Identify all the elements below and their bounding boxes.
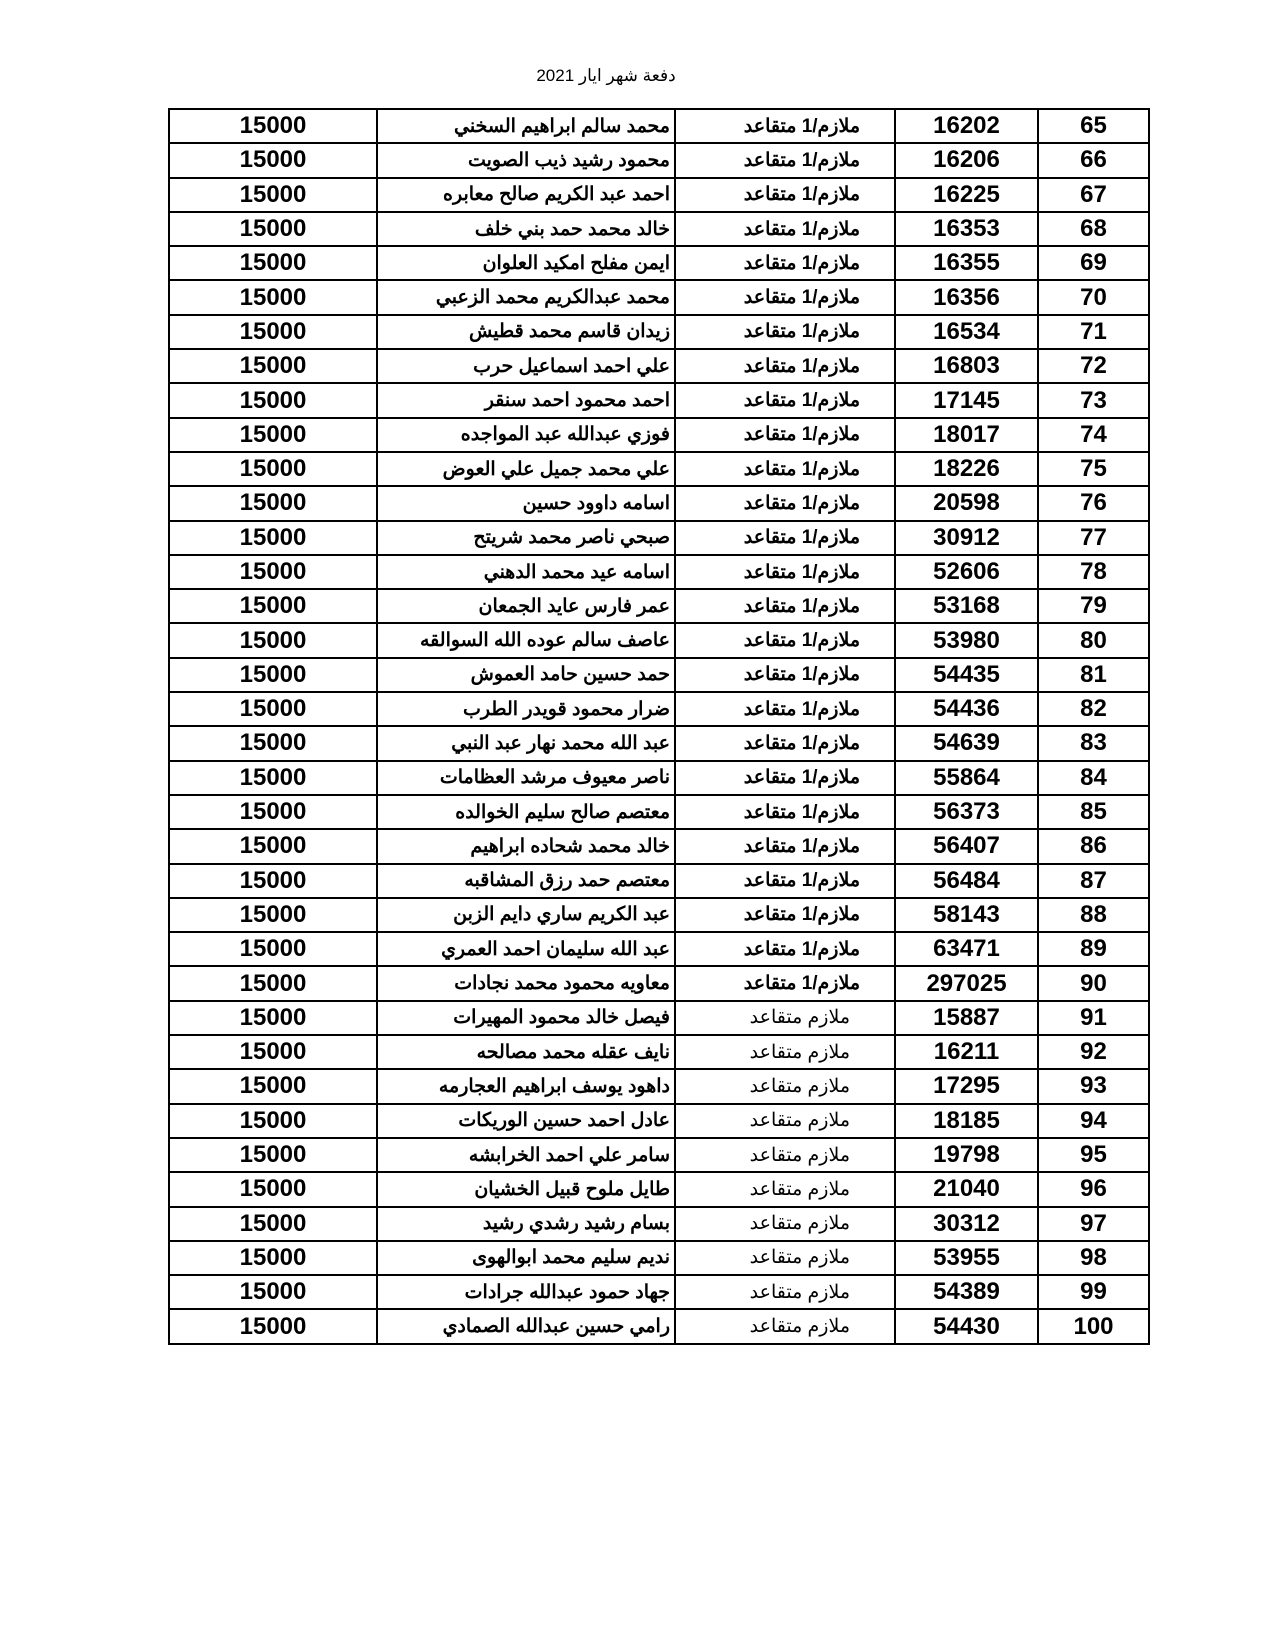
number-cell: 54436: [895, 692, 1038, 726]
rank-cell: ملازم/1 متقاعد: [675, 726, 895, 760]
index-cell: 95: [1038, 1138, 1149, 1172]
table-row: [169, 178, 1149, 212]
name-cell: عادل احمد حسين الوريكات: [377, 1104, 675, 1138]
amount-cell: 15000: [169, 1069, 377, 1103]
amount-cell: 15000: [169, 1104, 377, 1138]
amount-cell: 15000: [169, 521, 377, 555]
table-row: [169, 109, 1149, 143]
name-cell: عبد الكريم ساري دايم الزبن: [377, 898, 675, 932]
amount-cell: 15000: [169, 1207, 377, 1241]
page-title: دفعة شهر ايار 2021: [536, 66, 676, 85]
rank-cell: ملازم/1 متقاعد: [675, 898, 895, 932]
name-cell: عبد الله محمد نهار عبد النبي: [377, 726, 675, 760]
index-cell: 90: [1038, 966, 1149, 1000]
number-cell: 20598: [895, 486, 1038, 520]
table-row: [169, 246, 1149, 280]
number-cell: 16211: [895, 1035, 1038, 1069]
table-row: [169, 486, 1149, 520]
name-cell: فيصل خالد محمود المهيرات: [377, 1001, 675, 1035]
rank-cell: ملازم/1 متقاعد: [675, 795, 895, 829]
rank-cell: ملازم/1 متقاعد: [675, 829, 895, 863]
index-cell: 75: [1038, 452, 1149, 486]
number-cell: 18017: [895, 418, 1038, 452]
rank-cell: ملازم/1 متقاعد: [675, 966, 895, 1000]
index-cell: 96: [1038, 1172, 1149, 1206]
amount-cell: 15000: [169, 1138, 377, 1172]
number-cell: 56373: [895, 795, 1038, 829]
name-cell: خالد محمد شحاده ابراهيم: [377, 829, 675, 863]
name-cell: نديم سليم محمد ابوالهوى: [377, 1241, 675, 1275]
amount-cell: 15000: [169, 829, 377, 863]
index-cell: 92: [1038, 1035, 1149, 1069]
number-cell: 18185: [895, 1104, 1038, 1138]
name-cell: علي محمد جميل علي العوض: [377, 452, 675, 486]
amount-cell: 15000: [169, 692, 377, 726]
table-row: [169, 418, 1149, 452]
index-cell: 97: [1038, 1207, 1149, 1241]
number-cell: 19798: [895, 1138, 1038, 1172]
rank-cell: ملازم متقاعد: [675, 1241, 895, 1275]
index-cell: 99: [1038, 1275, 1149, 1309]
index-cell: 79: [1038, 589, 1149, 623]
amount-cell: 15000: [169, 932, 377, 966]
amount-cell: 15000: [169, 966, 377, 1000]
index-cell: 76: [1038, 486, 1149, 520]
index-cell: 100: [1038, 1309, 1149, 1343]
name-cell: محمود رشيد ذيب الصويت: [377, 143, 675, 177]
number-cell: 54389: [895, 1275, 1038, 1309]
index-cell: 71: [1038, 315, 1149, 349]
number-cell: 16356: [895, 280, 1038, 314]
name-cell: محمد عبدالكريم محمد الزعبي: [377, 280, 675, 314]
amount-cell: 15000: [169, 795, 377, 829]
number-cell: 18226: [895, 452, 1038, 486]
name-cell: رامي حسين عبدالله الصمادي: [377, 1309, 675, 1343]
name-cell: اسامه عيد محمد الدهني: [377, 555, 675, 589]
rank-cell: ملازم/1 متقاعد: [675, 315, 895, 349]
number-cell: 16353: [895, 212, 1038, 246]
index-cell: 70: [1038, 280, 1149, 314]
amount-cell: 15000: [169, 418, 377, 452]
rank-cell: ملازم/1 متقاعد: [675, 383, 895, 417]
index-cell: 67: [1038, 178, 1149, 212]
number-cell: 17295: [895, 1069, 1038, 1103]
index-cell: 98: [1038, 1241, 1149, 1275]
table-row: [169, 864, 1149, 898]
table-row: [169, 315, 1149, 349]
number-cell: 54639: [895, 726, 1038, 760]
index-cell: 88: [1038, 898, 1149, 932]
table-row: [169, 1207, 1149, 1241]
name-cell: معاويه محمود محمد نجادات: [377, 966, 675, 1000]
table-row: [169, 383, 1149, 417]
rank-cell: ملازم/1 متقاعد: [675, 623, 895, 657]
table-row: [169, 555, 1149, 589]
table-row: [169, 898, 1149, 932]
table-row: [169, 1069, 1149, 1103]
name-cell: معتصم حمد رزق المشاقبه: [377, 864, 675, 898]
rank-cell: ملازم متقاعد: [675, 1172, 895, 1206]
index-cell: 65: [1038, 109, 1149, 143]
name-cell: داهود يوسف ابراهيم العجارمه: [377, 1069, 675, 1103]
amount-cell: 15000: [169, 623, 377, 657]
name-cell: صبحي ناصر محمد شريتح: [377, 521, 675, 555]
number-cell: 30912: [895, 521, 1038, 555]
amount-cell: 15000: [169, 452, 377, 486]
table-row: [169, 143, 1149, 177]
rank-cell: ملازم/1 متقاعد: [675, 555, 895, 589]
number-cell: 53168: [895, 589, 1038, 623]
index-cell: 66: [1038, 143, 1149, 177]
name-cell: ايمن مفلح امكيد العلوان: [377, 246, 675, 280]
rank-cell: ملازم/1 متقاعد: [675, 178, 895, 212]
table-row: [169, 1241, 1149, 1275]
amount-cell: 15000: [169, 1001, 377, 1035]
amount-cell: 15000: [169, 1035, 377, 1069]
amount-cell: 15000: [169, 109, 377, 143]
table-row: [169, 761, 1149, 795]
rank-cell: ملازم/1 متقاعد: [675, 589, 895, 623]
number-cell: 16225: [895, 178, 1038, 212]
payment-table: [168, 108, 1150, 1345]
table-row: [169, 1035, 1149, 1069]
table-row: [169, 966, 1149, 1000]
index-cell: 83: [1038, 726, 1149, 760]
number-cell: 21040: [895, 1172, 1038, 1206]
number-cell: 56484: [895, 864, 1038, 898]
number-cell: 16355: [895, 246, 1038, 280]
rank-cell: ملازم/1 متقاعد: [675, 932, 895, 966]
rank-cell: ملازم متقاعد: [675, 1035, 895, 1069]
table-row: [169, 1275, 1149, 1309]
number-cell: 54435: [895, 658, 1038, 692]
rank-cell: ملازم متقاعد: [675, 1069, 895, 1103]
amount-cell: 15000: [169, 1275, 377, 1309]
amount-cell: 15000: [169, 761, 377, 795]
index-cell: 72: [1038, 349, 1149, 383]
amount-cell: 15000: [169, 383, 377, 417]
index-cell: 87: [1038, 864, 1149, 898]
table-row: [169, 1172, 1149, 1206]
index-cell: 73: [1038, 383, 1149, 417]
table-row: [169, 1309, 1149, 1343]
table-row: [169, 726, 1149, 760]
number-cell: 55864: [895, 761, 1038, 795]
name-cell: نايف عقله محمد مصالحه: [377, 1035, 675, 1069]
index-cell: 80: [1038, 623, 1149, 657]
name-cell: طايل ملوح قبيل الخشيان: [377, 1172, 675, 1206]
name-cell: احمد عبد الكريم صالح معابره: [377, 178, 675, 212]
table-row: [169, 932, 1149, 966]
rank-cell: ملازم متقاعد: [675, 1104, 895, 1138]
table-row: [169, 521, 1149, 555]
amount-cell: 15000: [169, 864, 377, 898]
table-row: [169, 212, 1149, 246]
index-cell: 77: [1038, 521, 1149, 555]
index-cell: 89: [1038, 932, 1149, 966]
amount-cell: 15000: [169, 589, 377, 623]
index-cell: 68: [1038, 212, 1149, 246]
table-row: [169, 589, 1149, 623]
number-cell: 63471: [895, 932, 1038, 966]
amount-cell: 15000: [169, 1309, 377, 1343]
table-row: [169, 1001, 1149, 1035]
index-cell: 84: [1038, 761, 1149, 795]
name-cell: عمر فارس عايد الجمعان: [377, 589, 675, 623]
rank-cell: ملازم/1 متقاعد: [675, 143, 895, 177]
table-row: [169, 829, 1149, 863]
number-cell: 56407: [895, 829, 1038, 863]
rank-cell: ملازم/1 متقاعد: [675, 521, 895, 555]
name-cell: اسامه داوود حسين: [377, 486, 675, 520]
table-row: [169, 692, 1149, 726]
amount-cell: 15000: [169, 178, 377, 212]
name-cell: سامر علي احمد الخرابشه: [377, 1138, 675, 1172]
number-cell: 15887: [895, 1001, 1038, 1035]
rank-cell: ملازم/1 متقاعد: [675, 280, 895, 314]
amount-cell: 15000: [169, 726, 377, 760]
number-cell: 58143: [895, 898, 1038, 932]
rank-cell: ملازم/1 متقاعد: [675, 486, 895, 520]
name-cell: ناصر معيوف مرشد العظامات: [377, 761, 675, 795]
rank-cell: ملازم/1 متقاعد: [675, 658, 895, 692]
number-cell: 16202: [895, 109, 1038, 143]
number-cell: 30312: [895, 1207, 1038, 1241]
name-cell: عاصف سالم عوده الله السوالقه: [377, 623, 675, 657]
number-cell: 53980: [895, 623, 1038, 657]
table-row: [169, 795, 1149, 829]
rank-cell: ملازم/1 متقاعد: [675, 864, 895, 898]
rank-cell: ملازم/1 متقاعد: [675, 349, 895, 383]
table-row: [169, 1104, 1149, 1138]
rank-cell: ملازم/1 متقاعد: [675, 692, 895, 726]
amount-cell: 15000: [169, 555, 377, 589]
table-row: [169, 623, 1149, 657]
name-cell: فوزي عبدالله عبد المواجده: [377, 418, 675, 452]
number-cell: 16534: [895, 315, 1038, 349]
table-row: [169, 349, 1149, 383]
name-cell: زيدان قاسم محمد قطيش: [377, 315, 675, 349]
name-cell: احمد محمود احمد سنقر: [377, 383, 675, 417]
index-cell: 91: [1038, 1001, 1149, 1035]
amount-cell: 15000: [169, 898, 377, 932]
number-cell: 17145: [895, 383, 1038, 417]
number-cell: 54430: [895, 1309, 1038, 1343]
rank-cell: ملازم/1 متقاعد: [675, 452, 895, 486]
name-cell: معتصم صالح سليم الخوالده: [377, 795, 675, 829]
name-cell: محمد سالم ابراهيم السخني: [377, 109, 675, 143]
table-body: [169, 109, 1149, 1344]
name-cell: حمد حسين حامد العموش: [377, 658, 675, 692]
rank-cell: ملازم/1 متقاعد: [675, 418, 895, 452]
index-cell: 85: [1038, 795, 1149, 829]
index-cell: 78: [1038, 555, 1149, 589]
name-cell: علي احمد اسماعيل حرب: [377, 349, 675, 383]
index-cell: 81: [1038, 658, 1149, 692]
index-cell: 94: [1038, 1104, 1149, 1138]
rank-cell: ملازم متقاعد: [675, 1207, 895, 1241]
name-cell: جهاد حمود عبدالله جرادات: [377, 1275, 675, 1309]
index-cell: 74: [1038, 418, 1149, 452]
index-cell: 69: [1038, 246, 1149, 280]
rank-cell: ملازم متقاعد: [675, 1309, 895, 1343]
number-cell: 16803: [895, 349, 1038, 383]
amount-cell: 15000: [169, 349, 377, 383]
rank-cell: ملازم/1 متقاعد: [675, 212, 895, 246]
table-row: [169, 1138, 1149, 1172]
amount-cell: 15000: [169, 1241, 377, 1275]
rank-cell: ملازم/1 متقاعد: [675, 246, 895, 280]
table-row: [169, 452, 1149, 486]
name-cell: بسام رشيد رشدي رشيد: [377, 1207, 675, 1241]
amount-cell: 15000: [169, 246, 377, 280]
amount-cell: 15000: [169, 658, 377, 692]
amount-cell: 15000: [169, 1172, 377, 1206]
number-cell: 52606: [895, 555, 1038, 589]
rank-cell: ملازم متقاعد: [675, 1138, 895, 1172]
name-cell: خالد محمد حمد بني خلف: [377, 212, 675, 246]
index-cell: 93: [1038, 1069, 1149, 1103]
index-cell: 82: [1038, 692, 1149, 726]
amount-cell: 15000: [169, 212, 377, 246]
rank-cell: ملازم/1 متقاعد: [675, 109, 895, 143]
table-row: [169, 658, 1149, 692]
rank-cell: ملازم متقاعد: [675, 1275, 895, 1309]
name-cell: ضرار محمود قويدر الطرب: [377, 692, 675, 726]
number-cell: 16206: [895, 143, 1038, 177]
amount-cell: 15000: [169, 486, 377, 520]
name-cell: عبد الله سليمان احمد العمري: [377, 932, 675, 966]
amount-cell: 15000: [169, 315, 377, 349]
number-cell: 297025: [895, 966, 1038, 1000]
number-cell: 53955: [895, 1241, 1038, 1275]
rank-cell: ملازم متقاعد: [675, 1001, 895, 1035]
table-row: [169, 280, 1149, 314]
amount-cell: 15000: [169, 280, 377, 314]
index-cell: 86: [1038, 829, 1149, 863]
rank-cell: ملازم/1 متقاعد: [675, 761, 895, 795]
amount-cell: 15000: [169, 143, 377, 177]
